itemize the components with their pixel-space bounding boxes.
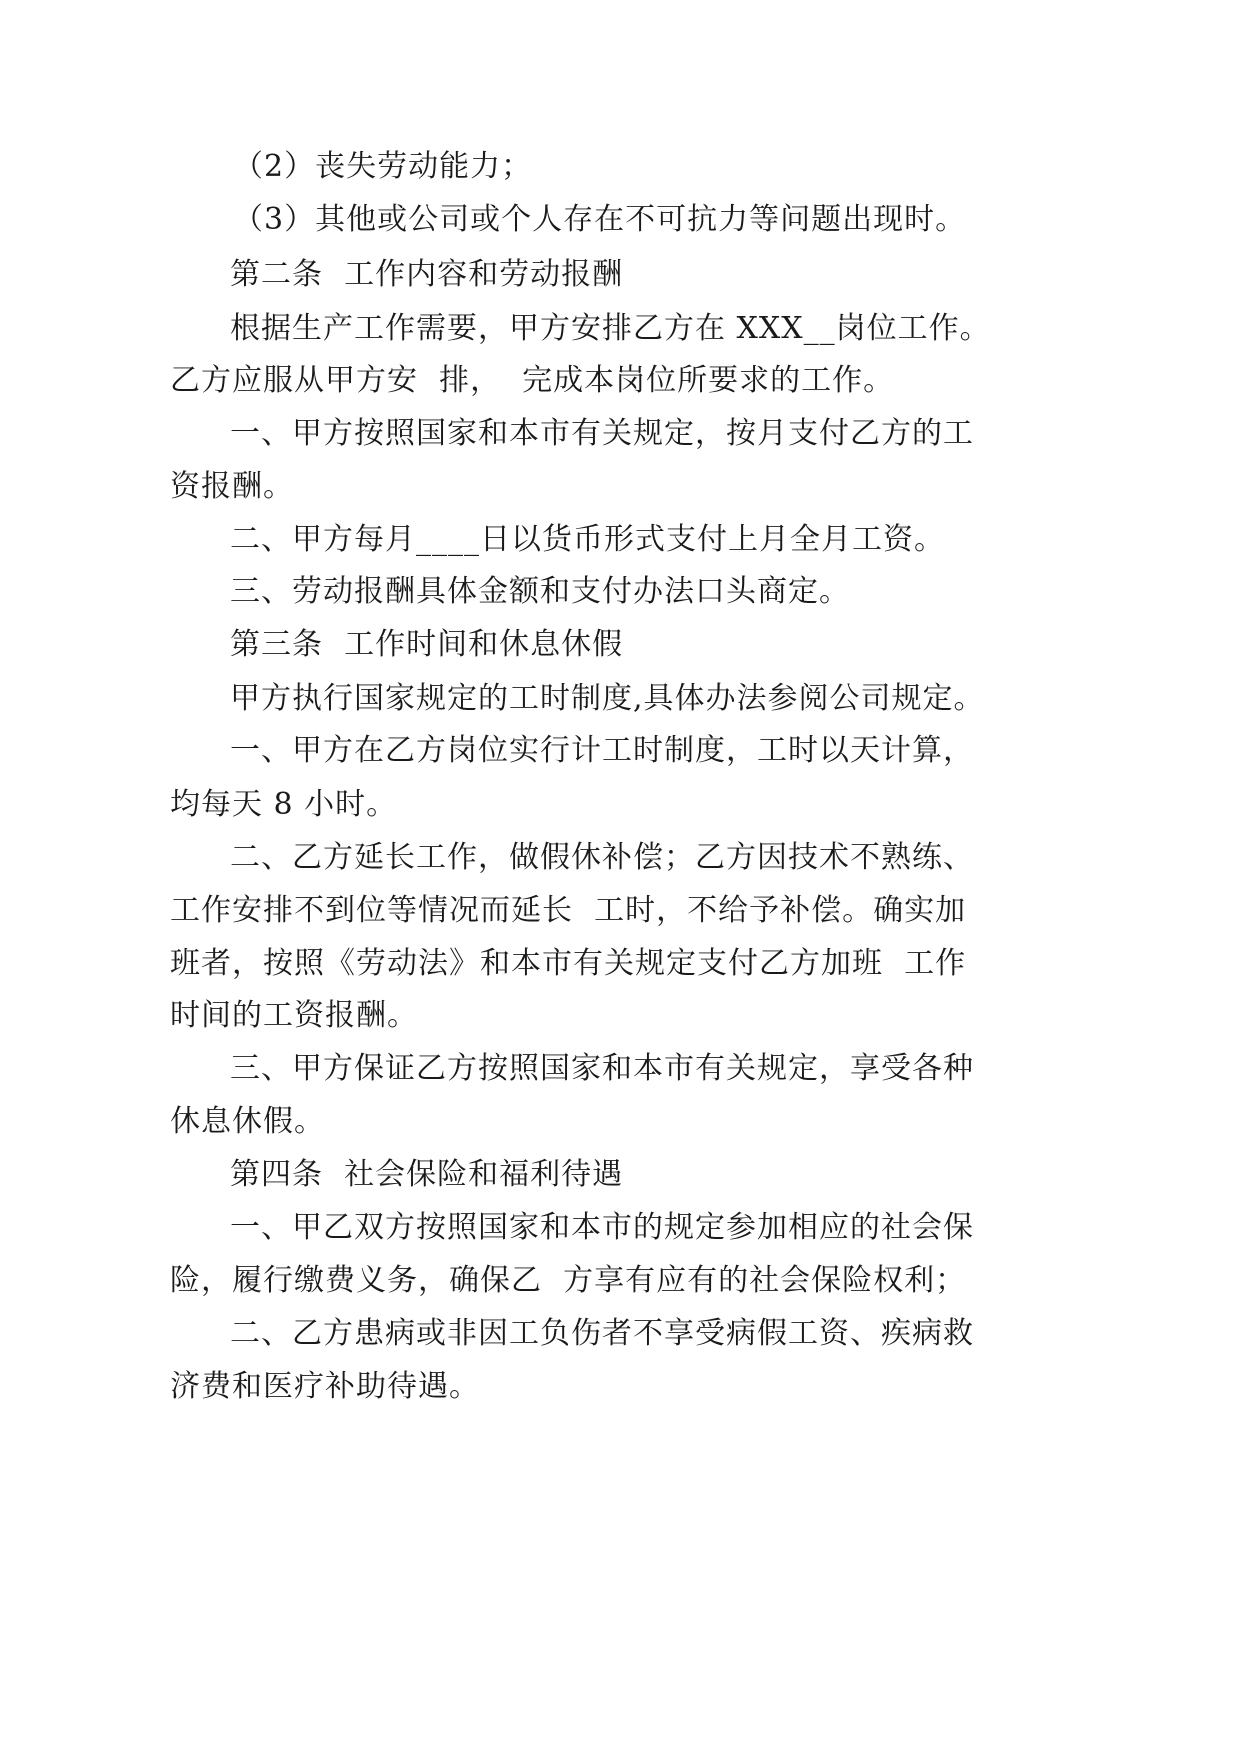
section-heading: 第三条 工作时间和休息休假 (230, 627, 624, 662)
paragraph-line: 甲方执行国家规定的工时制度,具体办法参阅公司规定。 (230, 681, 985, 716)
section-heading: 第四条 社会保险和福利待遇 (230, 1157, 624, 1192)
paragraph-line: 均每天 8 小时。 (170, 787, 398, 822)
clause-item-line: （2）丧失劳动能力； (233, 149, 533, 184)
paragraph-line: 工作安排不到位等情况而延长 工时，不给予补偿。确实加 (170, 893, 967, 928)
paragraph-line: 险，履行缴费义务，确保乙 方享有应有的社会保险权利； (170, 1263, 967, 1298)
paragraph-line: 二、乙方患病或非因工负伤者不享受病假工资、疾病救 (230, 1316, 974, 1351)
paragraph-line: 二、乙方延长工作，做假休补偿；乙方因技术不熟练、 (230, 840, 974, 875)
paragraph-line: 时间的工资报酬。 (170, 998, 418, 1033)
paragraph-line: 一、甲方在乙方岗位实行计工时制度，工时以天计算， (230, 733, 974, 768)
paragraph-line: 资报酬。 (170, 469, 294, 504)
paragraph-line: 三、劳动报酬具体金额和支付办法口头商定。 (230, 574, 850, 609)
clause-item-line: （3）其他或公司或个人存在不可抗力等问题出现时。 (233, 202, 967, 237)
paragraph-line: 济费和医疗补助待遇。 (170, 1369, 480, 1404)
paragraph-line: 一、甲乙双方按照国家和本市的规定参加相应的社会保 (230, 1210, 974, 1245)
paragraph-line: 班者，按照《劳动法》和本市有关规定支付乙方加班 工作 (170, 946, 967, 981)
paragraph-line: 乙方应服从甲方安 排， 完成本岗位所要求的工作。 (170, 363, 895, 398)
section-heading: 第二条 工作内容和劳动报酬 (230, 257, 624, 292)
paragraph-line: 休息休假。 (170, 1104, 325, 1139)
paragraph-line: 一、甲方按照国家和本市有关规定，按月支付乙方的工 (230, 416, 974, 451)
paragraph-line: 三、甲方保证乙方按照国家和本市有关规定，享受各种 (230, 1051, 974, 1086)
paragraph-line: 二、甲方每月____日以货币形式支付上月全月工资。 (230, 522, 945, 557)
paragraph-line: 根据生产工作需要，甲方安排乙方在 XXX__岗位工作。 (230, 311, 991, 346)
